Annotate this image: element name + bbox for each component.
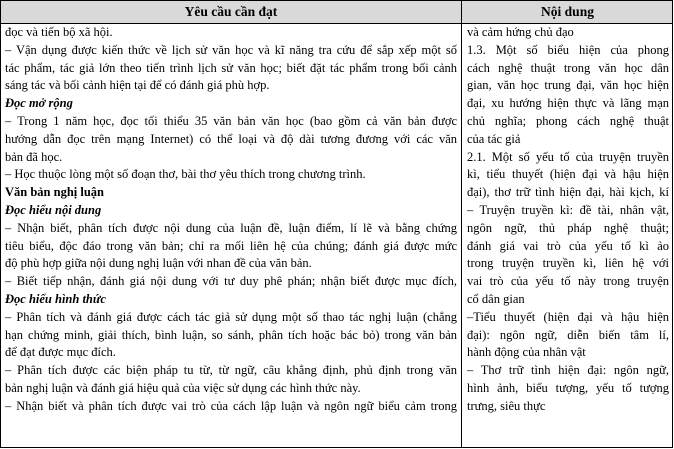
requirements-line: độ phù hợp giữa nội dung nghị luận với nhan đề của văn bản. — [5, 256, 312, 271]
content-line: – Thơ trữ tình hiện đại: ngôn ngữ, — [467, 363, 669, 378]
requirements-line: – Biết tiếp nhận, đánh giá nội dung với tư duy phê phán; nhận biết được mục đích, — [5, 274, 457, 289]
header-content: Nội dung — [541, 4, 594, 19]
requirements-line: – Nhận biết, phân tích được nội dung của luận đề, luận điểm, lí lẽ và bằng chứng — [5, 220, 457, 235]
requirements-cell — [5, 24, 457, 416]
requirements-line: bản nghị luận và đánh giá hiệu quả của việc sử dụng các hình thức này. — [5, 380, 361, 395]
content-line: hình ảnh, biểu tượng, yếu tố tượng — [467, 380, 669, 395]
requirements-line: Đọc hiểu nội dung — [5, 202, 102, 217]
requirements-line: – Nhận biết và phân tích được vai trò của cách lập luận và ngôn ngữ biểu cảm trong — [5, 398, 457, 413]
content-line: của tác giả — [467, 131, 521, 146]
content-line: trưng, siêu thực — [467, 398, 546, 413]
content-line: chủ nghĩa; phong cách nghệ thuật — [467, 113, 669, 128]
content-line: và cảm hứng chủ đạo — [467, 25, 574, 39]
requirements-line: Đọc hiểu hình thức — [5, 291, 106, 306]
content-line: trong truyện truyền kì, liên hệ với — [467, 256, 669, 271]
requirements-line: – Trong 1 năm học, đọc tối thiểu 35 văn bản văn học (bao gồm cả văn bản được — [5, 113, 457, 128]
column-divider — [461, 1, 462, 447]
content-line: đại, xu hướng hiện thực và lãng mạn — [467, 96, 669, 111]
requirements-line: – Phân tích được các biện pháp tu từ, từ ngữ, câu khẳng định, phủ định trong văn — [5, 363, 457, 378]
content-line: vai trò của yếu tố này trong truyện — [467, 274, 669, 289]
content-line: – Truyện truyền kì: đề tài, nhân vật, — [467, 202, 669, 217]
content-line: đại), thơ trữ tình hiện đại, hài kịch, kí — [467, 185, 669, 200]
content-line: gian, văn học trung đại, văn học hiện — [467, 78, 669, 93]
requirements-line: Đọc mở rộng — [5, 96, 73, 111]
content-line: đánh giá vai trò của yếu tố kì ảo — [467, 238, 669, 253]
requirements-line: – Vận dụng được kiến thức về lịch sử văn học và kĩ năng tra cứu để sắp xếp một số — [5, 42, 457, 57]
requirements-line: sáng tác và bối cảnh hiện tại để có đánh giá phù hợp. — [5, 78, 270, 93]
content-line: cổ dân gian — [467, 291, 525, 306]
requirements-line: để đạt được mục đích. — [5, 345, 116, 360]
content-line: hành động của nhân vật — [467, 345, 586, 360]
requirements-line: – Phân tích và đánh giá được cách tác giả sử dụng một số thao tác nghị luận (chẳng — [5, 309, 457, 324]
content-line: ngôn ngữ, thủ pháp nghệ thuật; — [467, 220, 669, 235]
content-line: kì, tiểu thuyết (hiện đại và hậu hiện — [467, 167, 669, 182]
requirements-line: tiêu biểu, độc đáo trong văn bản; chỉ ra mối liên hệ của chúng; đánh giá được mức — [5, 238, 457, 253]
requirements-line: tác phẩm, tác giả lớn theo tiến trình lịch sử văn học; biết đặt tác phẩm trong bối cảnh — [5, 60, 457, 75]
content-line: 1.3. Một số biểu hiện của phong — [467, 42, 669, 57]
content-line: đại): ngôn ngữ, diễn biến tâm lí, — [467, 327, 669, 342]
requirements-line: hạn chứng minh, giải thích, bình luận, so sánh, phân tích hoặc bác bỏ) trong văn bản — [5, 327, 457, 342]
requirements-line: Văn bản nghị luận — [5, 185, 105, 200]
content-line: cách nghệ thuật trong văn học dân — [467, 60, 669, 75]
content-line: 2.1. Một số yếu tố của truyện truyền — [467, 149, 669, 164]
content-cell — [467, 24, 669, 416]
requirements-line: hướng dẫn đọc trên mạng Internet) có thể loại và độ dài tương đương với các văn — [5, 131, 457, 146]
requirements-line: – Học thuộc lòng một số đoạn thơ, bài thơ yêu thích trong chương trình. — [5, 167, 366, 182]
requirements-line: đọc và tiến bộ xã hội. — [5, 25, 113, 39]
header-requirements: Yêu cầu cần đạt — [184, 4, 278, 19]
content-line: –Tiểu thuyết (hiện đại và hậu hiện — [467, 309, 669, 324]
requirements-line: bản đã học. — [5, 149, 63, 164]
